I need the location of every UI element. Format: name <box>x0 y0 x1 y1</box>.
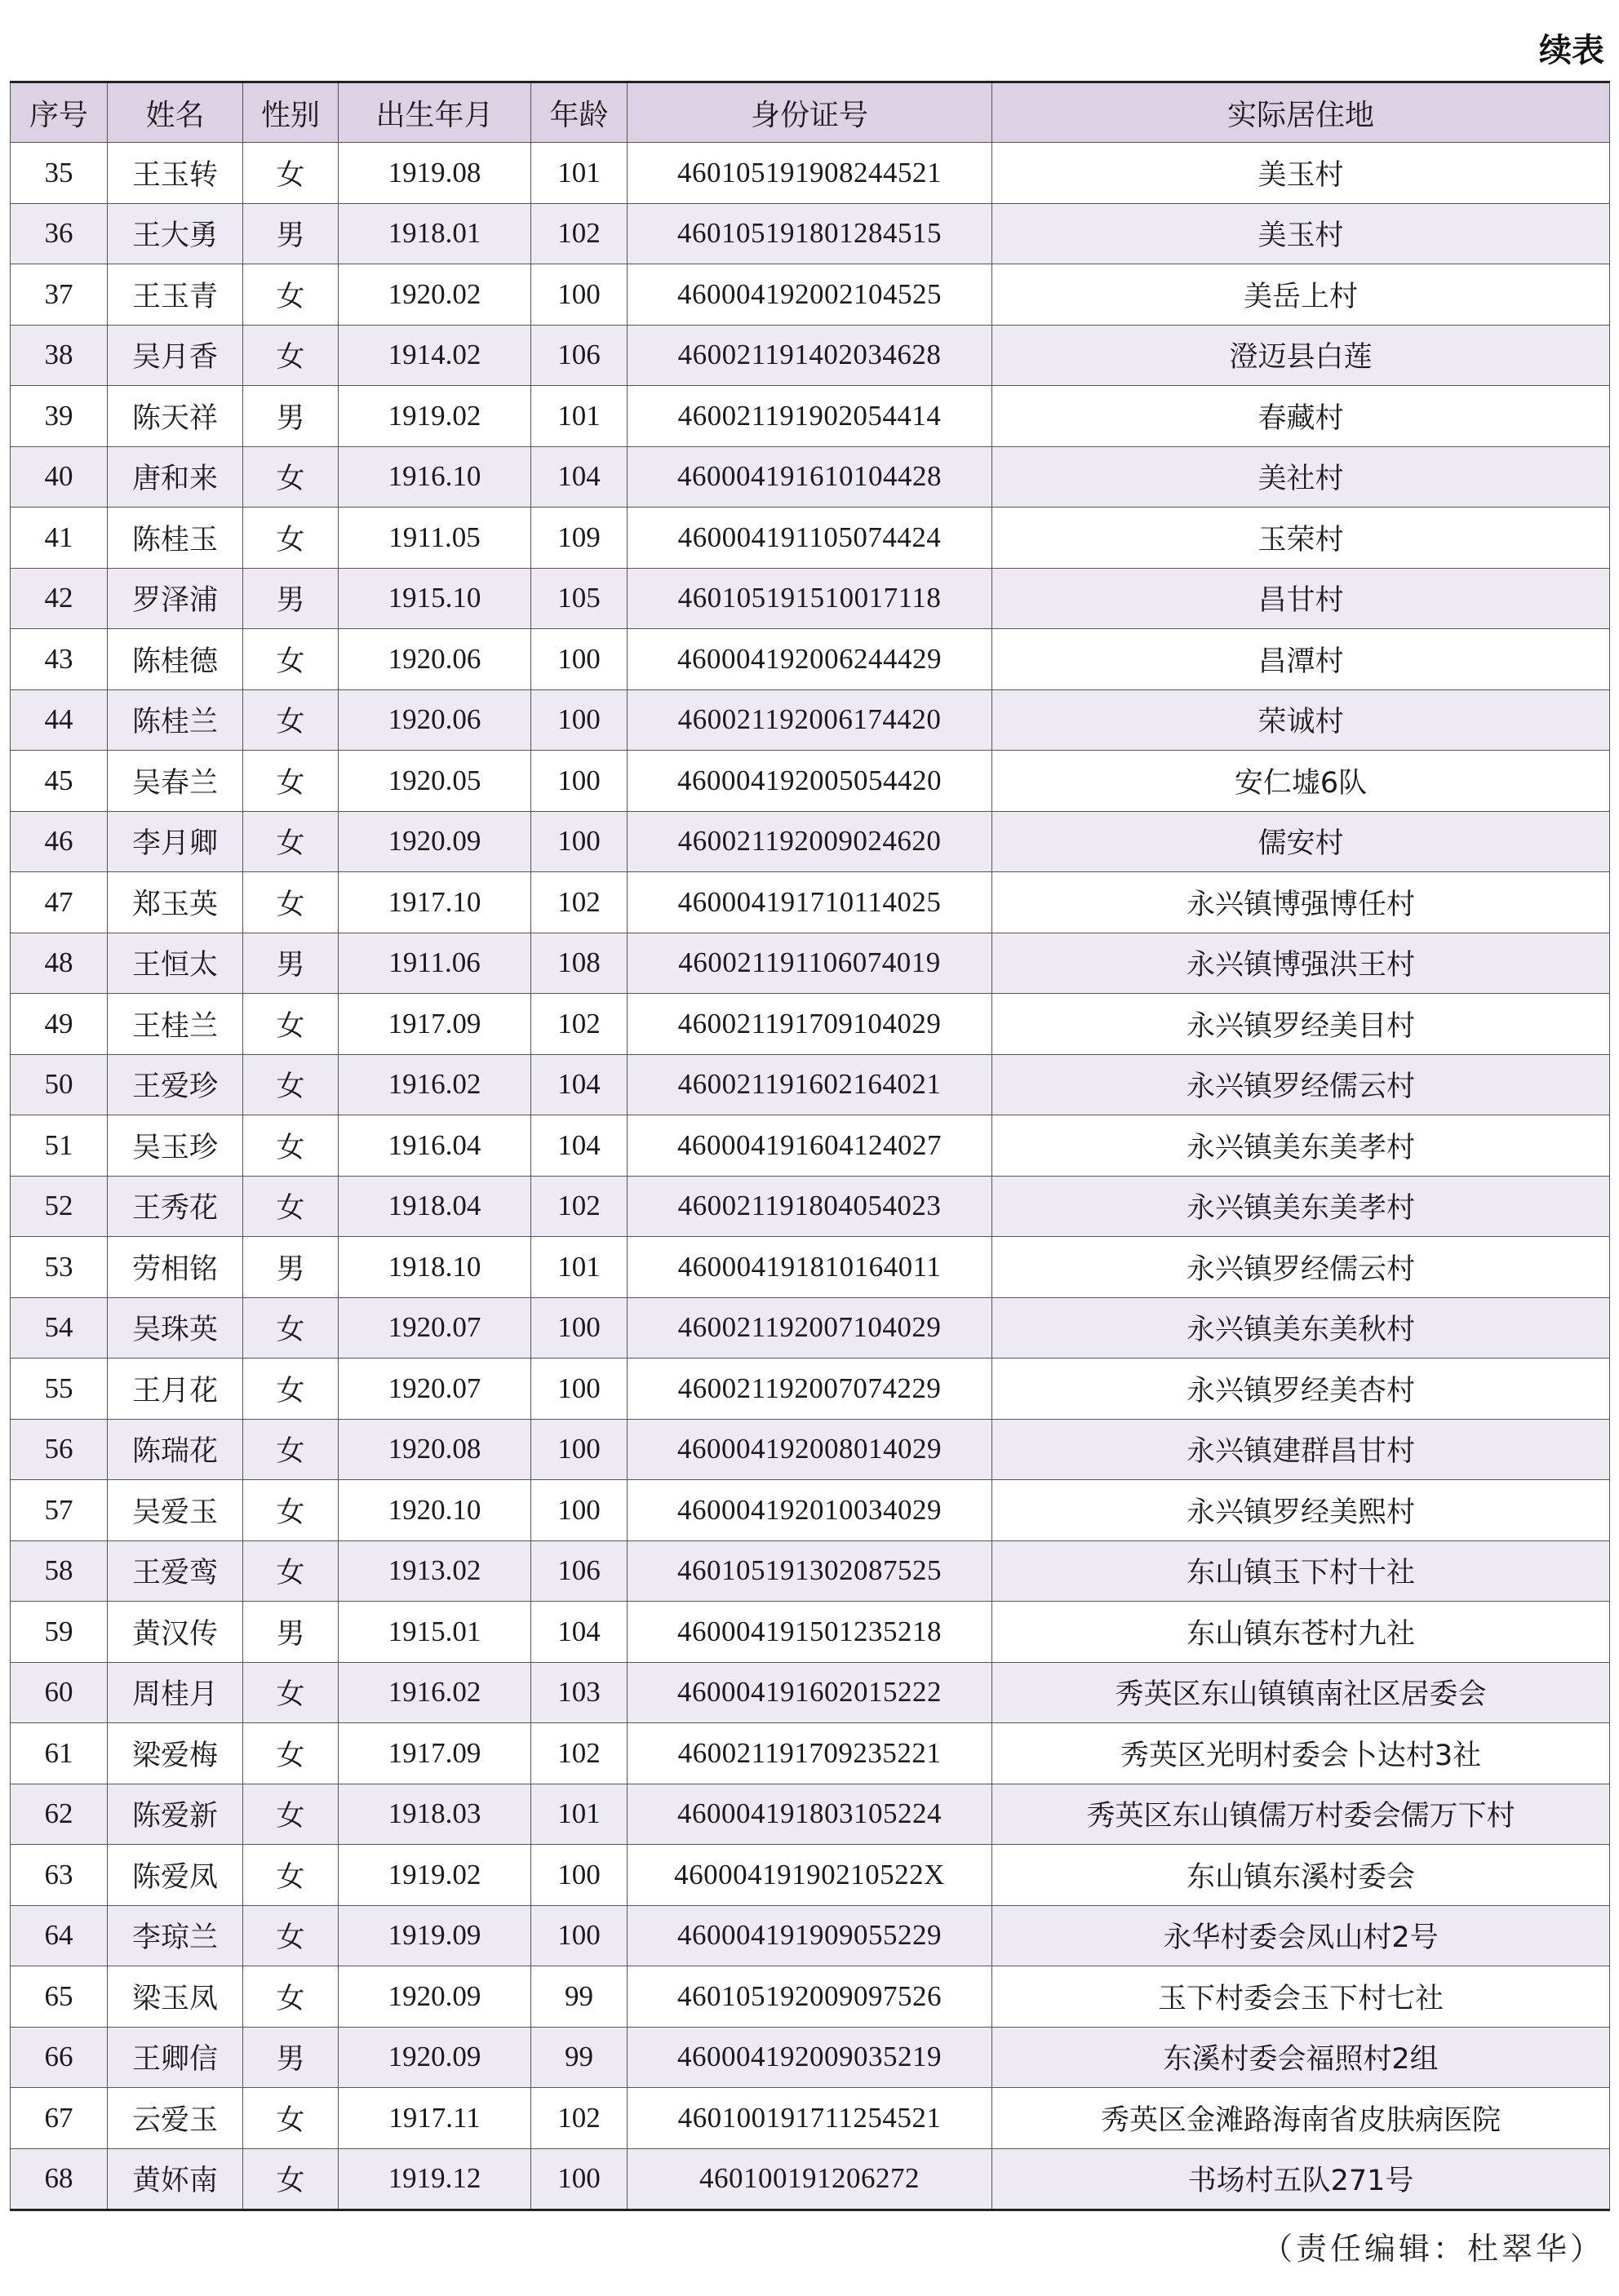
age-cell: 102 <box>531 872 628 933</box>
gender-cell: 女 <box>243 994 339 1055</box>
serial-number-cell: 66 <box>11 2027 108 2088</box>
name-cell: 王恒太 <box>108 933 243 994</box>
serial-number-cell: 37 <box>11 264 108 326</box>
residence-cell: 玉荣村 <box>992 508 1610 569</box>
table-body <box>11 143 1610 2210</box>
gender-cell: 女 <box>243 1966 339 2028</box>
birth-date-cell: 1916.04 <box>339 1115 531 1177</box>
name-cell: 罗泽浦 <box>108 568 243 629</box>
table-row <box>11 386 1610 447</box>
serial-number-cell: 60 <box>11 1662 108 1723</box>
residence-cell: 永兴镇罗经美目村 <box>992 994 1610 1055</box>
id-number-cell: 460004192005054420 <box>628 751 992 812</box>
gender-cell: 男 <box>243 1237 339 1298</box>
age-cell: 100 <box>531 689 628 751</box>
name-cell: 王桂兰 <box>108 994 243 1055</box>
table-row <box>11 1480 1610 1541</box>
age-cell: 104 <box>531 1602 628 1663</box>
serial-number-cell: 67 <box>11 2088 108 2149</box>
gender-cell: 男 <box>243 386 339 447</box>
gender-cell: 女 <box>243 1359 339 1420</box>
residence-cell: 美社村 <box>992 446 1610 508</box>
serial-number-cell: 56 <box>11 1419 108 1480</box>
age-cell: 99 <box>531 2027 628 2088</box>
age-cell: 106 <box>531 1540 628 1602</box>
residence-cell: 永兴镇罗经儒云村 <box>992 1054 1610 1115</box>
gender-cell: 女 <box>243 811 339 872</box>
serial-number-cell: 44 <box>11 689 108 751</box>
birth-date-cell: 1916.02 <box>339 1662 531 1723</box>
id-number-cell: 460105191510017118 <box>628 568 992 629</box>
age-cell: 105 <box>531 568 628 629</box>
table-row <box>11 1784 1610 1845</box>
birth-date-cell: 1916.10 <box>339 446 531 508</box>
gender-cell: 女 <box>243 1845 339 1906</box>
name-cell: 陈瑞花 <box>108 1419 243 1480</box>
serial-number-cell: 65 <box>11 1966 108 2028</box>
id-number-cell: 460105191801284515 <box>628 203 992 264</box>
id-number-cell: 460004191810164011 <box>628 1237 992 1298</box>
gender-cell: 女 <box>243 446 339 508</box>
birth-date-cell: 1920.06 <box>339 629 531 690</box>
id-number-cell: 460004191803105224 <box>628 1784 992 1845</box>
name-cell: 吴玉珍 <box>108 1115 243 1177</box>
age-cell: 99 <box>531 1966 628 2028</box>
age-cell: 102 <box>531 1176 628 1237</box>
serial-number-cell: 42 <box>11 568 108 629</box>
serial-number-cell: 63 <box>11 1845 108 1906</box>
gender-cell: 女 <box>243 1905 339 1966</box>
name-cell: 王大勇 <box>108 203 243 264</box>
residence-cell: 永兴镇建群昌甘村 <box>992 1419 1610 1480</box>
birth-date-cell: 1919.12 <box>339 2148 531 2210</box>
residence-cell: 澄迈县白莲 <box>992 325 1610 386</box>
name-cell: 黄汉传 <box>108 1602 243 1663</box>
residence-cell: 东山镇玉下村十社 <box>992 1540 1610 1602</box>
residence-cell: 永兴镇罗经美熙村 <box>992 1480 1610 1541</box>
header-col-name: 姓名 <box>108 82 243 143</box>
gender-cell: 女 <box>243 508 339 569</box>
birth-date-cell: 1920.07 <box>339 1359 531 1420</box>
table-row <box>11 1662 1610 1723</box>
residence-cell: 美岳上村 <box>992 264 1610 326</box>
gender-cell: 女 <box>243 264 339 326</box>
age-cell: 102 <box>531 1723 628 1784</box>
age-cell: 104 <box>531 1115 628 1177</box>
age-cell: 109 <box>531 508 628 569</box>
residence-cell: 永兴镇美东美孝村 <box>992 1115 1610 1177</box>
age-cell: 100 <box>531 1419 628 1480</box>
serial-number-cell: 47 <box>11 872 108 933</box>
serial-number-cell: 40 <box>11 446 108 508</box>
table-row <box>11 2088 1610 2149</box>
id-number-cell: 460021192009024620 <box>628 811 992 872</box>
id-number-cell: 460105192009097526 <box>628 1966 992 2028</box>
id-number-cell: 460004191501235218 <box>628 1602 992 1663</box>
residence-cell: 永兴镇美东美秋村 <box>992 1297 1610 1359</box>
table-row <box>11 508 1610 569</box>
id-number-cell: 460004192006244429 <box>628 629 992 690</box>
id-number-cell: 460004191602015222 <box>628 1662 992 1723</box>
table-row <box>11 872 1610 933</box>
table-row <box>11 203 1610 264</box>
birth-date-cell: 1918.10 <box>339 1237 531 1298</box>
table-row <box>11 1115 1610 1177</box>
age-cell: 101 <box>531 386 628 447</box>
header-col-residence: 实际居住地 <box>992 82 1610 143</box>
table-row <box>11 143 1610 204</box>
table-row <box>11 1905 1610 1966</box>
age-cell: 100 <box>531 1480 628 1541</box>
table-row <box>11 446 1610 508</box>
birth-date-cell: 1917.09 <box>339 1723 531 1784</box>
table-row <box>11 751 1610 812</box>
name-cell: 劳相铭 <box>108 1237 243 1298</box>
serial-number-cell: 51 <box>11 1115 108 1177</box>
gender-cell: 女 <box>243 2148 339 2210</box>
birth-date-cell: 1919.02 <box>339 386 531 447</box>
serial-number-cell: 41 <box>11 508 108 569</box>
serial-number-cell: 55 <box>11 1359 108 1420</box>
serial-number-cell: 50 <box>11 1054 108 1115</box>
gender-cell: 男 <box>243 933 339 994</box>
serial-number-cell: 58 <box>11 1540 108 1602</box>
gender-cell: 男 <box>243 1602 339 1663</box>
gender-cell: 女 <box>243 751 339 812</box>
table-row <box>11 568 1610 629</box>
gender-cell: 女 <box>243 689 339 751</box>
name-cell: 王秀花 <box>108 1176 243 1237</box>
table-row <box>11 1359 1610 1420</box>
serial-number-cell: 35 <box>11 143 108 204</box>
birth-date-cell: 1920.05 <box>339 751 531 812</box>
birth-date-cell: 1920.10 <box>339 1480 531 1541</box>
age-cell: 100 <box>531 2148 628 2210</box>
birth-date-cell: 1919.02 <box>339 1845 531 1906</box>
serial-number-cell: 53 <box>11 1237 108 1298</box>
residence-cell: 书场村五队271号 <box>992 2148 1610 2210</box>
id-number-cell: 460004192002104525 <box>628 264 992 326</box>
table-row <box>11 994 1610 1055</box>
name-cell: 王爱鸾 <box>108 1540 243 1602</box>
serial-number-cell: 61 <box>11 1723 108 1784</box>
id-number-cell: 460004191909055229 <box>628 1905 992 1966</box>
residence-cell: 永兴镇罗经美杏村 <box>992 1359 1610 1420</box>
table-row <box>11 933 1610 994</box>
residence-cell: 秀英区光明村委会卜达村3社 <box>992 1723 1610 1784</box>
residence-cell: 荣诚村 <box>992 689 1610 751</box>
age-cell: 101 <box>531 1784 628 1845</box>
name-cell: 吴春兰 <box>108 751 243 812</box>
serial-number-cell: 54 <box>11 1297 108 1359</box>
residence-cell: 东山镇东苍村九社 <box>992 1602 1610 1663</box>
gender-cell: 女 <box>243 143 339 204</box>
name-cell: 唐和来 <box>108 446 243 508</box>
name-cell: 郑玉英 <box>108 872 243 933</box>
residence-cell: 春藏村 <box>992 386 1610 447</box>
serial-number-cell: 57 <box>11 1480 108 1541</box>
serial-number-cell: 36 <box>11 203 108 264</box>
residence-cell: 昌甘村 <box>992 568 1610 629</box>
id-number-cell: 460004191105074424 <box>628 508 992 569</box>
name-cell: 王卿信 <box>108 2027 243 2088</box>
age-cell: 108 <box>531 933 628 994</box>
id-number-cell: 460004192010034029 <box>628 1480 992 1541</box>
age-cell: 103 <box>531 1662 628 1723</box>
responsible-editor-note: （责任编辑：杜翠华） <box>1261 2231 1604 2267</box>
birth-date-cell: 1918.01 <box>339 203 531 264</box>
table-row <box>11 325 1610 386</box>
serial-number-cell: 62 <box>11 1784 108 1845</box>
id-number-cell: 460021191106074019 <box>628 933 992 994</box>
residence-cell: 永兴镇博强博任村 <box>992 872 1610 933</box>
age-cell: 102 <box>531 2088 628 2149</box>
table-row <box>11 2148 1610 2210</box>
gender-cell: 女 <box>243 629 339 690</box>
birth-date-cell: 1917.09 <box>339 994 531 1055</box>
age-cell: 106 <box>531 325 628 386</box>
serial-number-cell: 64 <box>11 1905 108 1966</box>
table-row <box>11 1845 1610 1906</box>
id-number-cell: 460100191711254521 <box>628 2088 992 2149</box>
residence-cell: 秀英区东山镇儒万村委会儒万下村 <box>992 1784 1610 1845</box>
residence-cell: 永兴镇博强洪王村 <box>992 933 1610 994</box>
table-row <box>11 1297 1610 1359</box>
id-number-cell: 460100191206272 <box>628 2148 992 2210</box>
id-number-cell: 460004191610104428 <box>628 446 992 508</box>
table-header-row <box>11 82 1610 143</box>
birth-date-cell: 1914.02 <box>339 325 531 386</box>
centenarian-roster-table <box>10 81 1610 2211</box>
name-cell: 梁爱梅 <box>108 1723 243 1784</box>
birth-date-cell: 1920.07 <box>339 1297 531 1359</box>
residence-cell: 永兴镇美东美孝村 <box>992 1176 1610 1237</box>
birth-date-cell: 1918.03 <box>339 1784 531 1845</box>
gender-cell: 女 <box>243 1115 339 1177</box>
gender-cell: 男 <box>243 203 339 264</box>
table-row <box>11 1054 1610 1115</box>
serial-number-cell: 68 <box>11 2148 108 2210</box>
serial-number-cell: 45 <box>11 751 108 812</box>
id-number-cell: 460021191602164021 <box>628 1054 992 1115</box>
residence-cell: 东溪村委会福照村2组 <box>992 2027 1610 2088</box>
id-number-cell: 460004191710114025 <box>628 872 992 933</box>
birth-date-cell: 1920.08 <box>339 1419 531 1480</box>
birth-date-cell: 1918.04 <box>339 1176 531 1237</box>
id-number-cell: 46000419190210522X <box>628 1845 992 1906</box>
header-col-birth-date: 出生年月 <box>339 82 531 143</box>
gender-cell: 女 <box>243 2088 339 2149</box>
name-cell: 陈爱凤 <box>108 1845 243 1906</box>
name-cell: 李琼兰 <box>108 1905 243 1966</box>
birth-date-cell: 1917.11 <box>339 2088 531 2149</box>
id-number-cell: 460021192007074229 <box>628 1359 992 1420</box>
id-number-cell: 460105191908244521 <box>628 143 992 204</box>
name-cell: 吴爱玉 <box>108 1480 243 1541</box>
birth-date-cell: 1920.06 <box>339 689 531 751</box>
residence-cell: 美玉村 <box>992 203 1610 264</box>
birth-date-cell: 1915.10 <box>339 568 531 629</box>
name-cell: 陈桂德 <box>108 629 243 690</box>
name-cell: 陈桂玉 <box>108 508 243 569</box>
table-row <box>11 1966 1610 2028</box>
table-row <box>11 1602 1610 1663</box>
id-number-cell: 460021191402034628 <box>628 325 992 386</box>
name-cell: 梁玉凤 <box>108 1966 243 2028</box>
id-number-cell: 460021191709235221 <box>628 1723 992 1784</box>
age-cell: 104 <box>531 1054 628 1115</box>
name-cell: 李月卿 <box>108 811 243 872</box>
gender-cell: 女 <box>243 1419 339 1480</box>
residence-cell: 东山镇东溪村委会 <box>992 1845 1610 1906</box>
gender-cell: 女 <box>243 1297 339 1359</box>
age-cell: 100 <box>531 1359 628 1420</box>
header-col-age: 年龄 <box>531 82 628 143</box>
age-cell: 101 <box>531 143 628 204</box>
id-number-cell: 460021191804054023 <box>628 1176 992 1237</box>
gender-cell: 女 <box>243 1784 339 1845</box>
table-row <box>11 2027 1610 2088</box>
name-cell: 陈桂兰 <box>108 689 243 751</box>
age-cell: 100 <box>531 751 628 812</box>
serial-number-cell: 43 <box>11 629 108 690</box>
residence-cell: 美玉村 <box>992 143 1610 204</box>
serial-number-cell: 46 <box>11 811 108 872</box>
birth-date-cell: 1920.09 <box>339 2027 531 2088</box>
gender-cell: 女 <box>243 325 339 386</box>
gender-cell: 女 <box>243 1662 339 1723</box>
name-cell: 陈天祥 <box>108 386 243 447</box>
name-cell: 吴月香 <box>108 325 243 386</box>
name-cell: 王玉转 <box>108 143 243 204</box>
birth-date-cell: 1916.02 <box>339 1054 531 1115</box>
age-cell: 100 <box>531 629 628 690</box>
birth-date-cell: 1919.09 <box>339 1905 531 1966</box>
header-col-gender: 性别 <box>243 82 339 143</box>
id-number-cell: 460021192006174420 <box>628 689 992 751</box>
age-cell: 101 <box>531 1237 628 1298</box>
residence-cell: 永兴镇罗经儒云村 <box>992 1237 1610 1298</box>
id-number-cell: 460004192009035219 <box>628 2027 992 2088</box>
id-number-cell: 460105191302087525 <box>628 1540 992 1602</box>
continued-table-label: 续表 <box>1539 32 1604 69</box>
table-row <box>11 264 1610 326</box>
header-col-id-number: 身份证号 <box>628 82 992 143</box>
serial-number-cell: 39 <box>11 386 108 447</box>
birth-date-cell: 1913.02 <box>339 1540 531 1602</box>
gender-cell: 女 <box>243 1540 339 1602</box>
age-cell: 104 <box>531 446 628 508</box>
age-cell: 102 <box>531 203 628 264</box>
residence-cell: 昌潭村 <box>992 629 1610 690</box>
birth-date-cell: 1911.05 <box>339 508 531 569</box>
serial-number-cell: 52 <box>11 1176 108 1237</box>
serial-number-cell: 48 <box>11 933 108 994</box>
birth-date-cell: 1911.06 <box>339 933 531 994</box>
name-cell: 陈爱新 <box>108 1784 243 1845</box>
residence-cell: 儒安村 <box>992 811 1610 872</box>
id-number-cell: 460021191709104029 <box>628 994 992 1055</box>
gender-cell: 女 <box>243 1054 339 1115</box>
table-row <box>11 811 1610 872</box>
age-cell: 100 <box>531 1905 628 1966</box>
table-row <box>11 1723 1610 1784</box>
table-row <box>11 1540 1610 1602</box>
table-row <box>11 1237 1610 1298</box>
table-row <box>11 1419 1610 1480</box>
gender-cell: 女 <box>243 872 339 933</box>
name-cell: 吴珠英 <box>108 1297 243 1359</box>
birth-date-cell: 1915.01 <box>339 1602 531 1663</box>
age-cell: 102 <box>531 994 628 1055</box>
name-cell: 黄妚南 <box>108 2148 243 2210</box>
birth-date-cell: 1920.09 <box>339 811 531 872</box>
residence-cell: 永华村委会凤山村2号 <box>992 1905 1610 1966</box>
birth-date-cell: 1919.08 <box>339 143 531 204</box>
id-number-cell: 460004192008014029 <box>628 1419 992 1480</box>
serial-number-cell: 49 <box>11 994 108 1055</box>
gender-cell: 男 <box>243 568 339 629</box>
residence-cell: 玉下村委会玉下村七社 <box>992 1966 1610 2028</box>
gender-cell: 男 <box>243 2027 339 2088</box>
gender-cell: 女 <box>243 1176 339 1237</box>
table-row <box>11 1176 1610 1237</box>
name-cell: 王月花 <box>108 1359 243 1420</box>
gender-cell: 女 <box>243 1723 339 1784</box>
age-cell: 100 <box>531 811 628 872</box>
age-cell: 100 <box>531 1297 628 1359</box>
birth-date-cell: 1917.10 <box>339 872 531 933</box>
birth-date-cell: 1920.09 <box>339 1966 531 2028</box>
id-number-cell: 460021191902054414 <box>628 386 992 447</box>
name-cell: 王玉青 <box>108 264 243 326</box>
table-row <box>11 629 1610 690</box>
age-cell: 100 <box>531 1845 628 1906</box>
residence-cell: 秀英区金滩路海南省皮肤病医院 <box>992 2088 1610 2149</box>
name-cell: 云爱玉 <box>108 2088 243 2149</box>
residence-cell: 安仁墟6队 <box>992 751 1610 812</box>
id-number-cell: 460004191604124027 <box>628 1115 992 1177</box>
serial-number-cell: 38 <box>11 325 108 386</box>
header-col-serial-number: 序号 <box>11 82 108 143</box>
gender-cell: 女 <box>243 1480 339 1541</box>
residence-cell: 秀英区东山镇镇南社区居委会 <box>992 1662 1610 1723</box>
table-row <box>11 689 1610 751</box>
age-cell: 100 <box>531 264 628 326</box>
name-cell: 周桂月 <box>108 1662 243 1723</box>
table-header <box>11 82 1610 143</box>
serial-number-cell: 59 <box>11 1602 108 1663</box>
name-cell: 王爱珍 <box>108 1054 243 1115</box>
birth-date-cell: 1920.02 <box>339 264 531 326</box>
id-number-cell: 460021192007104029 <box>628 1297 992 1359</box>
